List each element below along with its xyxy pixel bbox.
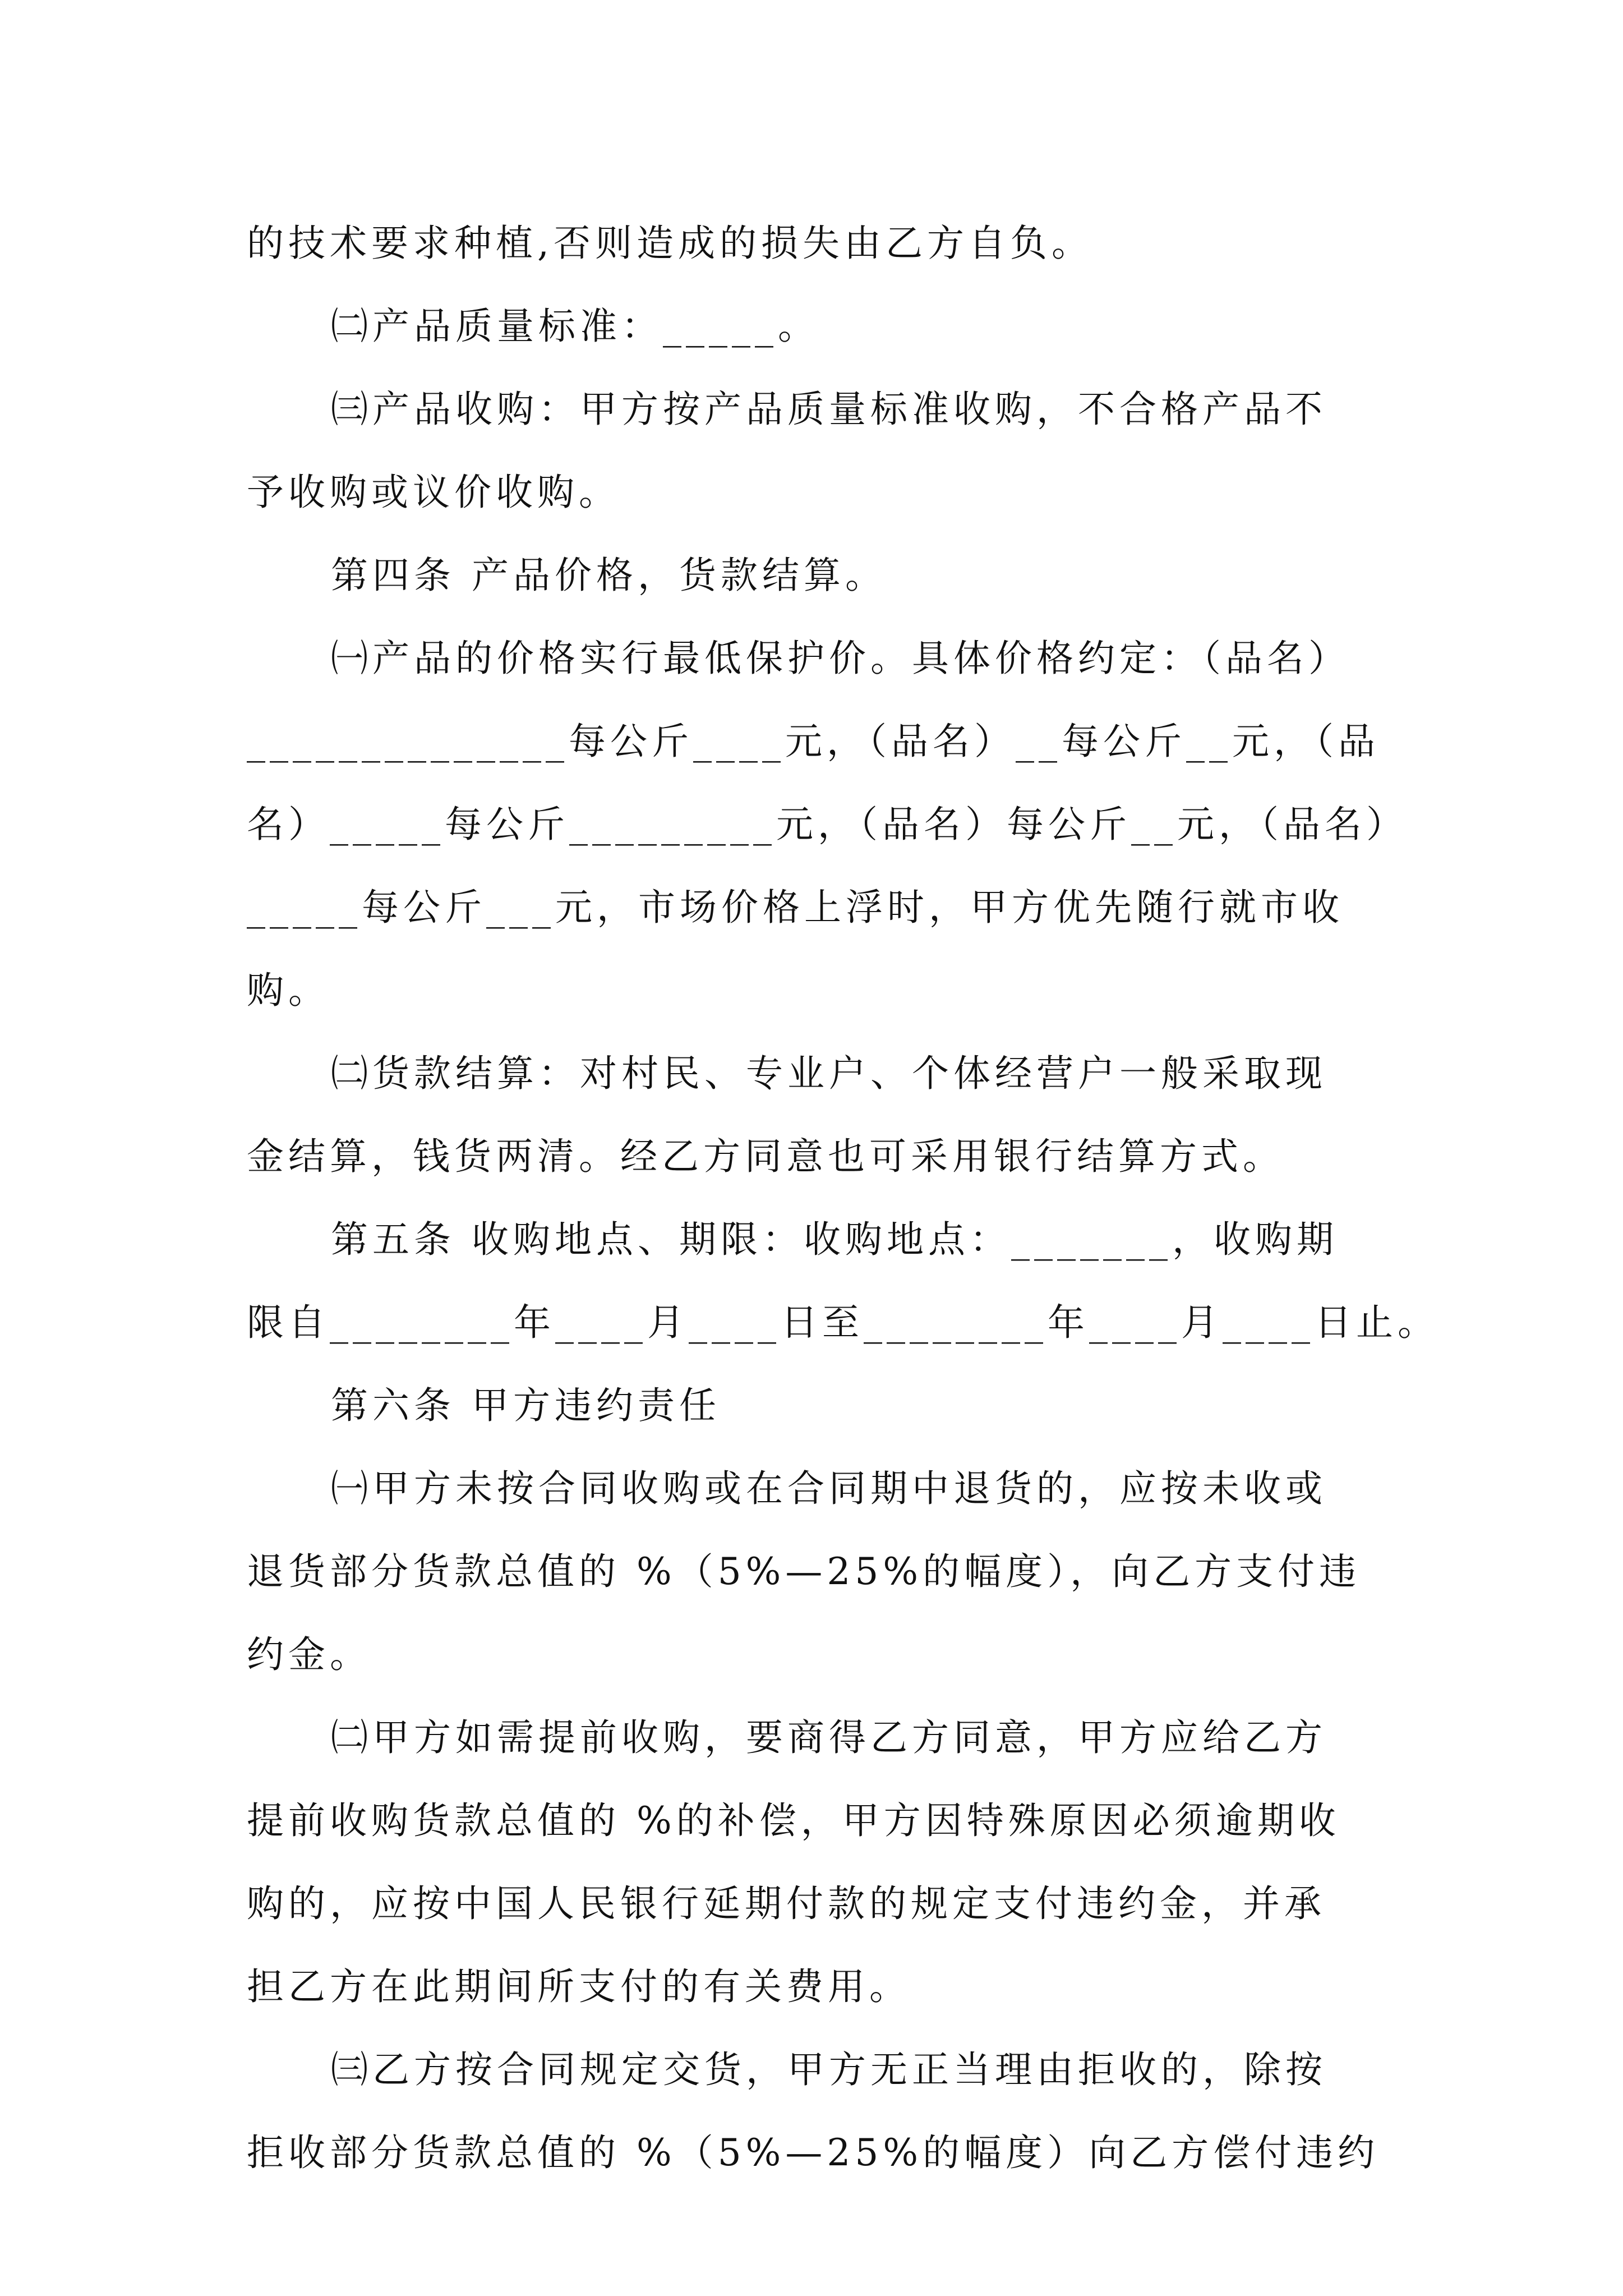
text-line-2: ㈡产品质量标准：_____。 [331, 305, 819, 348]
text-line-4: 予收购或议价收购。 [247, 471, 620, 514]
text-line-10: 购。 [247, 969, 330, 1012]
text-line-17: 退货部分货款总值的 %（5%—25%的幅度），向乙方支付违 [247, 1550, 1361, 1593]
text-line-22: 担乙方在此期间所支付的有关费用。 [247, 1965, 911, 2008]
text-line-24: 拒收部分货款总值的 %（5%—25%的幅度）向乙方偿付违约 [247, 2131, 1380, 2174]
text-line-14: 限自________年____月____日至________年____月____日止。 [247, 1301, 1439, 1344]
text-line-21: 购的，应按中国人民银行延期付款的规定支付违约金，并承 [247, 1882, 1326, 1925]
article-5-line: 第五条 收购地点、期限：收购地点：_______，收购期 [331, 1218, 1338, 1261]
text-line-9: _____每公斤___元，市场价格上浮时，甲方优先随行就市收 [247, 886, 1344, 929]
text-line-12: 金结算，钱货两清。经乙方同意也可采用银行结算方式。 [247, 1135, 1284, 1178]
text-line-23: ㈢乙方按合同规定交货，甲方无正当理由拒收的，除按 [331, 2048, 1327, 2091]
document-page [247, 202, 1439, 2194]
text-line-20: 提前收购货款总值的 %的补偿，甲方因特殊原因必须逾期收 [247, 1799, 1340, 1842]
text-line-16: ㈠甲方未按合同收购或在合同期中退货的，应按未收或 [331, 1467, 1327, 1510]
text-line-19: ㈡甲方如需提前收购，要商得乙方同意，甲方应给乙方 [331, 1716, 1327, 1759]
text-line-7: ______________每公斤____元，（品名）__每公斤__元，（品 [247, 720, 1380, 763]
text-line-3: ㈢产品收购：甲方按产品质量标准收购，不合格产品不 [331, 388, 1327, 431]
article-4-heading: 第四条 产品价格，货款结算。 [331, 554, 887, 597]
text-line-18: 约金。 [247, 1633, 371, 1676]
text-line-1: 的技术要求种植,否则造成的损失由乙方自负。 [247, 222, 1093, 265]
article-6-heading: 第六条 甲方违约责任 [331, 1384, 721, 1427]
text-line-11: ㈡货款结算：对村民、专业户、个体经营户一般采取现 [331, 1052, 1327, 1095]
text-line-6: ㈠产品的价格实行最低保护价。具体价格约定：（品名） [331, 637, 1350, 680]
text-line-8: 名）_____每公斤_________元，（品名）每公斤__元，（品名） [247, 803, 1408, 846]
